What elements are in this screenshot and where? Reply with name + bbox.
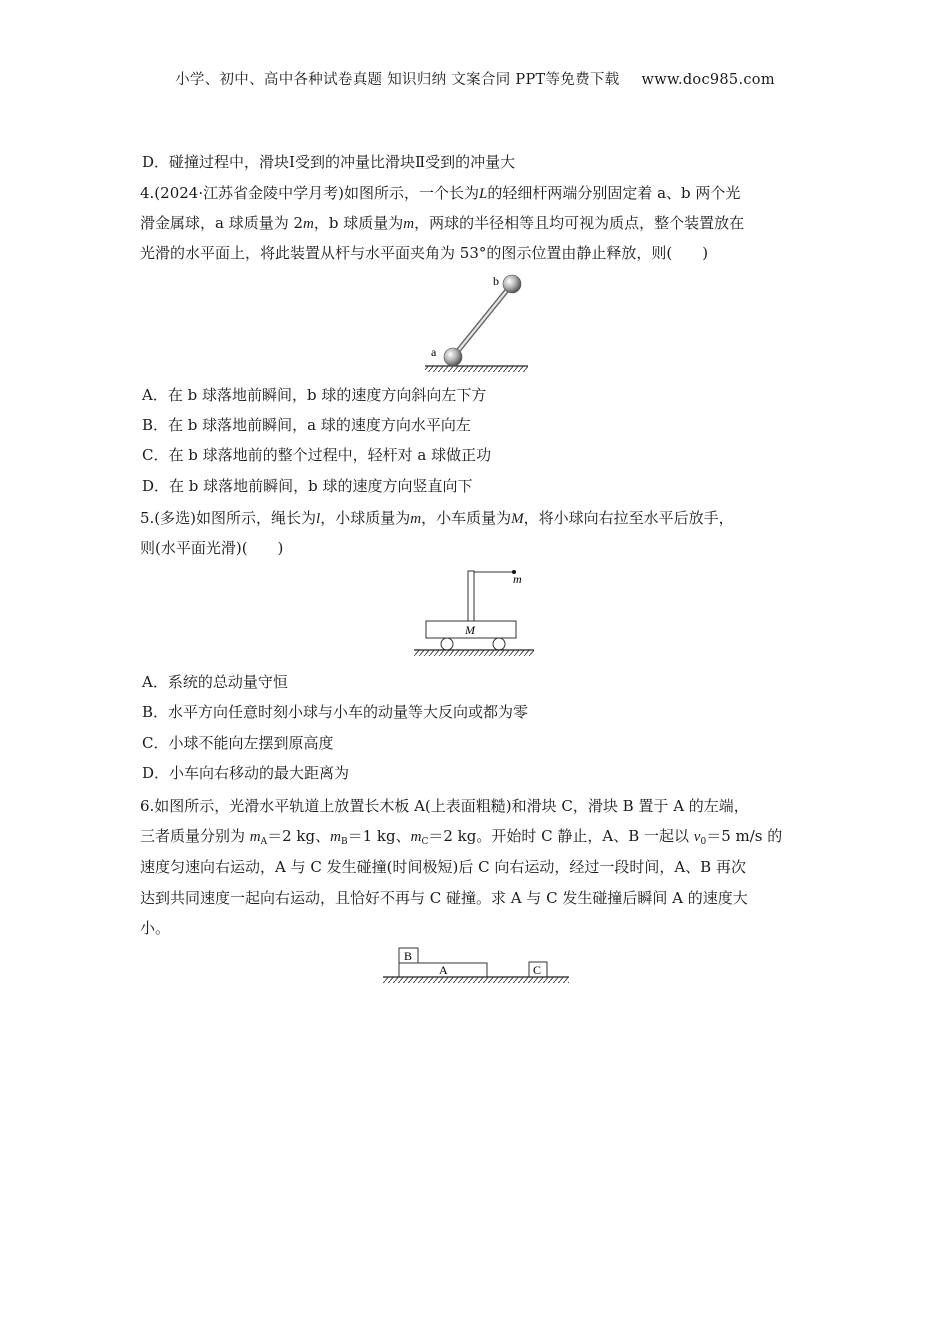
wheel-left [441,638,453,650]
q5-stem-line2: 则(水平面光滑)( ) [140,539,284,557]
q6-stem-line1: 6.如图所示，光滑水平轨道上放置长木板 A(上表面粗糙)和滑块 C，滑块 B 置于 A 的左端， [140,797,749,815]
page-header [0,68,950,89]
q5-figure-cart-pendulum [410,565,540,660]
q6-stem-line2: 三者质量分别为 $m_A=2$ kg、$m_B=1$ kg、$m_C=2$ kg。开始时 C 静止，A、B 一起以 $v_0=5$ m/s 的 [140,827,783,847]
label-C: C [533,963,542,977]
ground-hatch [414,650,534,656]
q4-option-a: A．在 b 球落地前瞬间，b 球的速度方向斜向左下方 [142,386,487,404]
q6-stem-line5: 小。 [140,919,171,937]
q6-stem-line3: 速度匀速向右运动，A 与 C 发生碰撞(时间极短)后 C 向右运动，经过一段时间，A、B 再次 [140,858,746,876]
q4-option-b: B．在 b 球落地前瞬间，a 球的速度方向水平向左 [142,416,471,434]
q6-figure-boards [380,945,572,987]
q5-stem-line1: 5.(多选)如图所示，绳长为l，小球质量为m，小车质量为M，将小球向右拉至水平后放手， [140,509,734,527]
q6-stem-line4: 达到共同速度一起向右运动，且恰好不再与 C 碰撞。求 A 与 C 发生碰撞后瞬间 A 的速度大 [140,889,748,907]
q4-option-c: C．在 b 球落地前的整个过程中，轻杆对 a 球做正功 [142,446,492,464]
q4-option-d: D．在 b 球落地前瞬间，b 球的速度方向竖直向下 [142,477,473,495]
q5-option-c: C．小球不能向左摆到原高度 [142,734,334,752]
label-b: b [493,274,499,288]
q3-option-d: D．碰撞过程中，滑块Ⅰ受到的冲量比滑块Ⅱ受到的冲量大 [142,153,516,171]
q4-figure-rod-balls [420,268,530,376]
q4-stem-line1: 4.(2024·江苏省金陵中学月考)如图所示，一个长为L的轻细杆两端分别固定着 a、b 两个光 [140,184,741,202]
q5-option-b: B．水平方向任意时刻小球与小车的动量等大反向或都为零 [142,703,529,721]
wheel-right [493,638,505,650]
ball-a [444,348,462,366]
label-B: B [404,949,413,963]
label-m: m [513,572,522,586]
header-text: 小学、初中、高中各种试卷真题 知识归纳 文案合同 PPT等免费下载 [175,72,620,88]
label-a: a [431,345,437,359]
q4-stem-line2: 滑金属球，a 球质量为 2m，b 球质量为m，两球的半径相等且均可视为质点，整个装置放在 [140,214,745,232]
ground-hatch [383,977,569,983]
label-A: A [439,963,448,977]
label-M: M [465,623,475,637]
ball-b [503,275,521,293]
ground-hatch [425,366,528,372]
pole [468,571,474,621]
q5-option-d: D．小车向右移动的最大距离为 [142,764,350,782]
header-url[interactable]: www.doc985.com [641,72,775,88]
q4-stem-line3: 光滑的水平面上，将此装置从杆与水平面夹角为 53°的图示位置由静止释放，则( ) [140,244,709,262]
q5-option-a: A．系统的总动量守恒 [142,673,288,691]
